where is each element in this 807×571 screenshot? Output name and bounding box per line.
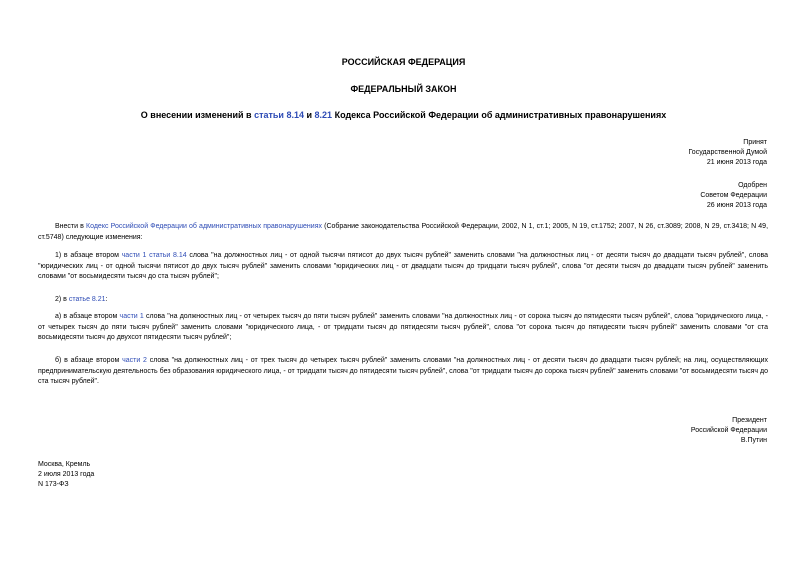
paragraph-text: слова "на должностных лиц - от одной тысячи пятисот до двух тысяч рублей" заменить словами "на должностных лиц - от десяти тысяч до двадцати тысяч рублей", слова "юридических лиц - от одной тысячи пятисот до двух тысяч рублей" заменить словами "юридических лиц - от двадцати тысяч до тридцати тысяч рублей", слова "от десяти тысяч до двадцати тысяч рублей" заменить словами "от восьмидесяти тысяч до ста тысяч рублей"; xyxy=(38,252,768,280)
paragraph-text: 2) в xyxy=(55,296,69,303)
signatory-country: Российской Федерации xyxy=(690,427,767,434)
item-1-paragraph xyxy=(38,251,768,283)
part-1-link[interactable]: части 1 xyxy=(119,313,144,320)
paragraph-text: а) в абзаце втором xyxy=(55,313,120,320)
law-number: N 173-ФЗ xyxy=(38,481,69,488)
part-1-article-8-14-link[interactable]: части 1 статьи 8.14 xyxy=(121,252,187,259)
adopted-word: Принят xyxy=(743,139,767,146)
part-2-link[interactable]: части 2 xyxy=(122,357,147,364)
paragraph-text: Внести в xyxy=(55,223,87,230)
signing-details xyxy=(38,460,94,490)
approved-by: Советом Федерации xyxy=(700,192,767,199)
law-title-text: Кодекса Российской Федерации об административных правонарушениях xyxy=(332,110,667,120)
adopted-date: 21 июня 2013 года xyxy=(706,159,767,166)
adopted-by: Государственной Думой xyxy=(688,149,767,156)
approved-word: Одобрен xyxy=(738,182,767,189)
article-8-14-link[interactable]: статьи 8.14 xyxy=(254,110,304,120)
article-8-21-link[interactable]: 8.21 xyxy=(314,110,333,120)
signature-block xyxy=(691,416,767,446)
koap-link[interactable]: Кодекс Российской Федерации об административных правонарушениях xyxy=(86,223,322,230)
law-type-heading: ФЕДЕРАЛЬНЫЙ ЗАКОН xyxy=(350,84,457,94)
paragraph-text: : xyxy=(105,296,108,303)
item-2b-paragraph xyxy=(38,356,768,388)
approved-date: 26 июня 2013 года xyxy=(706,202,767,209)
paragraph-text: (Собрание законодательства Российской Федерации, 2002, N 1, ст.1; 2005, N 19, ст.1752; 2007, N 26, ст.3089; 2008, N 29, ст.3418; N 49, ст.5748) следующие изменения: xyxy=(38,223,769,241)
approval-block xyxy=(700,181,767,211)
signing-date: 2 июля 2013 года xyxy=(38,471,95,478)
law-title xyxy=(0,110,807,120)
signatory-position: Президент xyxy=(732,417,767,424)
law-title-text: О внесении изменений в xyxy=(140,110,255,120)
item-2-paragraph xyxy=(38,295,768,306)
country-heading: РОССИЙСКАЯ ФЕДЕРАЦИЯ xyxy=(341,57,466,67)
signing-place: Москва, Кремль xyxy=(38,461,91,468)
paragraph-text: б) в абзаце втором xyxy=(55,357,123,364)
adoption-block xyxy=(688,138,767,168)
item-2a-paragraph xyxy=(38,312,768,344)
paragraph-text: слова "на должностных лиц - от четырех тысяч до пяти тысяч рублей" заменить словами "на должностных лиц - от сорока тысяч до пятидесяти тысяч рублей", слова "юридического лица, - от четырех тысяч до пяти тысяч рублей" заменить словами "юридического лица, - от тридцати тысяч до пятидесяти тысяч рублей", слова "от сорока тысяч до пятидесяти тысяч рублей" заменить словами "от ста восьмидесяти тысяч до двухсот пятидесяти тысяч рублей"; xyxy=(38,313,768,341)
signatory-name: В.Путин xyxy=(740,437,767,444)
paragraph-text: слова "на должностных лиц - от трех тысяч до четырех тысяч рублей" заменить словами "на должностных лиц - от десяти тысяч до двадцати тысяч рублей; на лиц, осуществляющих предпринимательскую деятельность без образования юридического лица, - от тридцати тысяч до пятидесяти тысяч рублей", слова "от тридцати тысяч до сорока тысяч рублей" заменить словами "от восьмидесяти тысяч до ста тысяч рублей". xyxy=(38,357,769,385)
article-8-21-body-link[interactable]: статье 8.21 xyxy=(68,296,106,303)
paragraph-text: 1) в абзаце втором xyxy=(55,252,122,259)
intro-paragraph xyxy=(38,222,768,243)
law-title-text: и xyxy=(304,110,315,120)
